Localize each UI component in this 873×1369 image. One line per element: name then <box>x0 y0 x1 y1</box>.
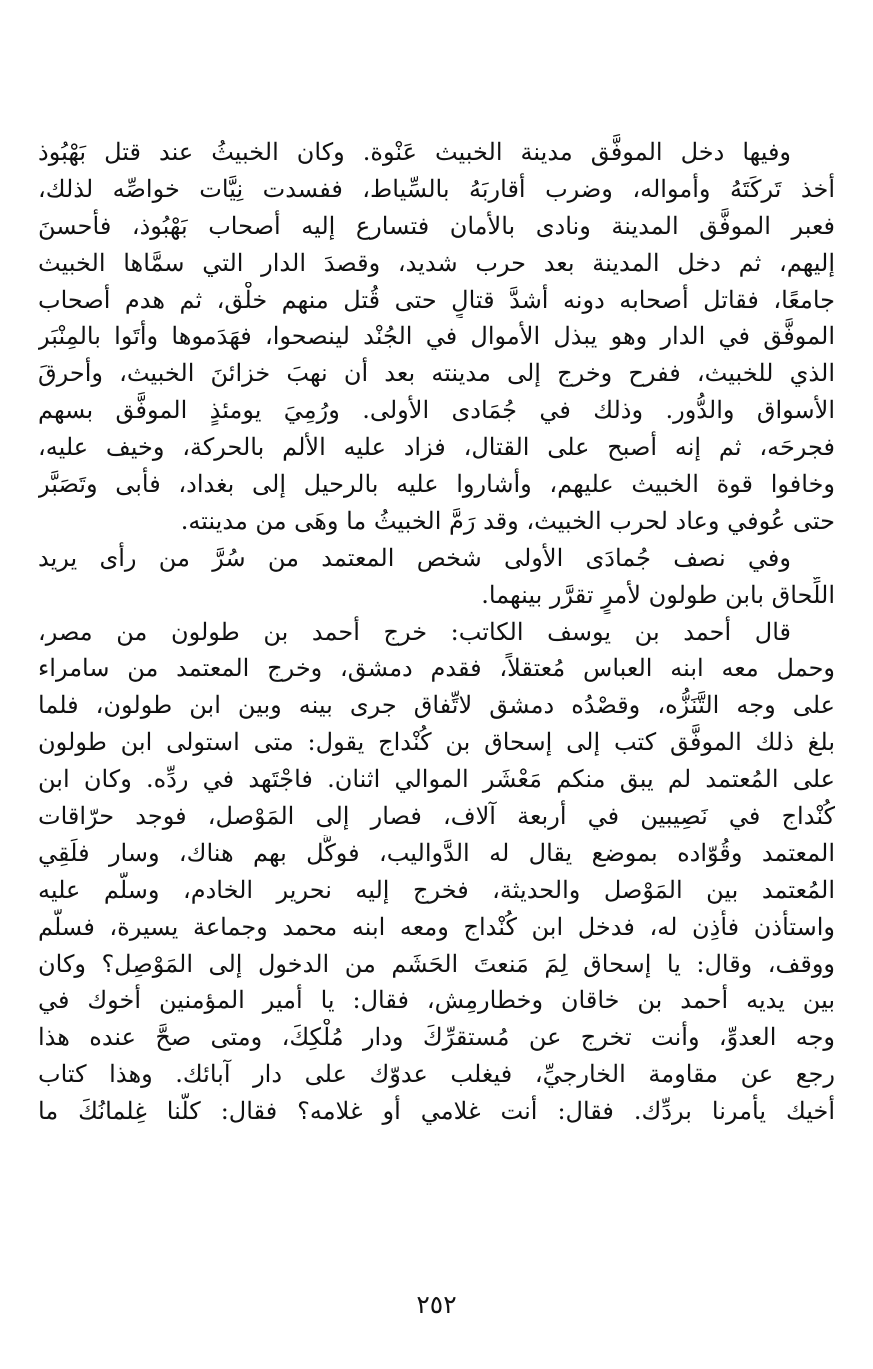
text-line: وخافوا قوة الخبيث عليهم، وأشاروا عليه بالرحيل إلى بغداد، فأبى وتَصَبَّر <box>38 470 835 499</box>
text-line: كُنْداج في نَصِيبين في أربعة آلاف، فصار إلى المَوْصل، فوجد حرّاقات <box>38 802 835 831</box>
text-line: الأسواق والدُّور. وذلك في جُمَادى الأولى. ورُمِيَ يومئذٍ الموفَّق بسهم <box>38 396 835 425</box>
text-line: المعتمد وقُوّاده بموضع يقال له الدَّواليب، فوكَّل بهم هناك، وسار فلَقِي <box>38 838 835 867</box>
text-line: فعبر الموفَّق المدينة ونادى بالأمان فتسارع إليه أصحاب بَهْبُوذ، فأحسنَ <box>38 211 835 240</box>
text-line: وفي نصف جُمادَى الأولى شخص المعتمد من سُرَّ من رأى يريد <box>38 543 791 572</box>
text-line: بين يديه أحمد بن خاقان وخطارمِش، فقال: يا أمير المؤمنين أخوك في <box>38 986 835 1015</box>
text-line: أخذ تَركَتَهُ وأمواله، وضرب أقاربَهُ بالسِّياط، ففسدت نِيَّات خواصِّه لذلك، <box>38 174 835 203</box>
text-line: على المُعتمد لم يبق منكم مَعْشَر الموالي اثنان. فاجْتَهد في ردِّه. وكان ابن <box>38 765 835 794</box>
text-line: جامعًا، فقاتل أصحابه دونه أشدَّ قتالٍ حتى قُتل منهم خلْق، ثم هدم أصحاب <box>38 285 835 314</box>
text-line: إليهم، ثم دخل المدينة بعد حرب شديد، وقصدَ الدار التي سمَّاها الخبيث <box>38 248 835 277</box>
text-line: المُعتمد بين المَوْصل والحديثة، فخرج إليه نحرير الخادم، وسلَّم عليه <box>38 875 835 904</box>
text-line: واستأذن فأُذِن له، فدخل ابن كُنْداج ومعه ابنه محمد وجماعة يسيرة، فسلَّم <box>38 912 835 941</box>
text-line: الذي للخبيث، ففرح وخرج إلى مدينته بعد أن نهبَ خزائنَ الخبيث، وأحرقَ <box>38 359 835 388</box>
text-line: وفيها دخل الموفَّق مدينة الخبيث عَنْوة. وكان الخبيثُ عند قتل بَهْبُوذ <box>38 138 791 166</box>
text-line: أخيك يأمرنا بردِّك. فقال: أنت غلامي أو غلامه؟ فقال: كلُّنا غِلمانُكَ ما <box>38 1097 835 1126</box>
body-text <box>38 134 835 1130</box>
text-line: رجع عن مقاومة الخارجيِّ، فيغلب عدوّك على دار آبائك. وهذا كتاب <box>38 1060 835 1089</box>
text-line: الموفَّق في الدار وهو يبذل الأموال في الجُنْد لينصحوا، فهَدَموها وأتَوا بالمِنْبَر <box>38 322 835 351</box>
text-line: فجرحَه، ثم إنه أصبح على القتال، فزاد عليه الألم بالحركة، وخيف عليه، <box>38 433 835 462</box>
page-number: ٢٥٢ <box>416 1290 457 1319</box>
text-line: بلغ ذلك الموفَّق كتب إلى إسحاق بن كُنْداج يقول: متى استولى ابن طولون <box>38 728 835 757</box>
text-line: وحمل معه ابنه العباس مُعتقلاً، فقدم دمشق، وخرج المعتمد من سامراء <box>38 654 835 683</box>
text-line: اللِّحاق بابن طولون لأمرٍ تقرَّر بينهما. <box>481 580 835 609</box>
text-line: وجه العدوِّ، وأنت تخرج عن مُستقرِّكَ ودار مُلْكِكَ، ومتى صحَّ عنده هذا <box>38 1023 835 1052</box>
text-line: حتى عُوفي وعاد لحرب الخبيث، وقد رَمَّ الخبيثُ ما وهَى من مدينته. <box>180 506 835 535</box>
text-line: على وجه التَّنَزُّه، وقصْدُه دمشق لاتِّفاق جرى بينه وبين ابن طولون، فلما <box>38 691 835 720</box>
text-line: ووقف، وقال: يا إسحاق لِمَ مَنعتَ الحَشَم من الدخول إلى المَوْصِل؟ وكان <box>38 949 835 978</box>
text-line: قال أحمد بن يوسف الكاتب: خرج أحمد بن طولون من مصر، <box>38 617 791 646</box>
